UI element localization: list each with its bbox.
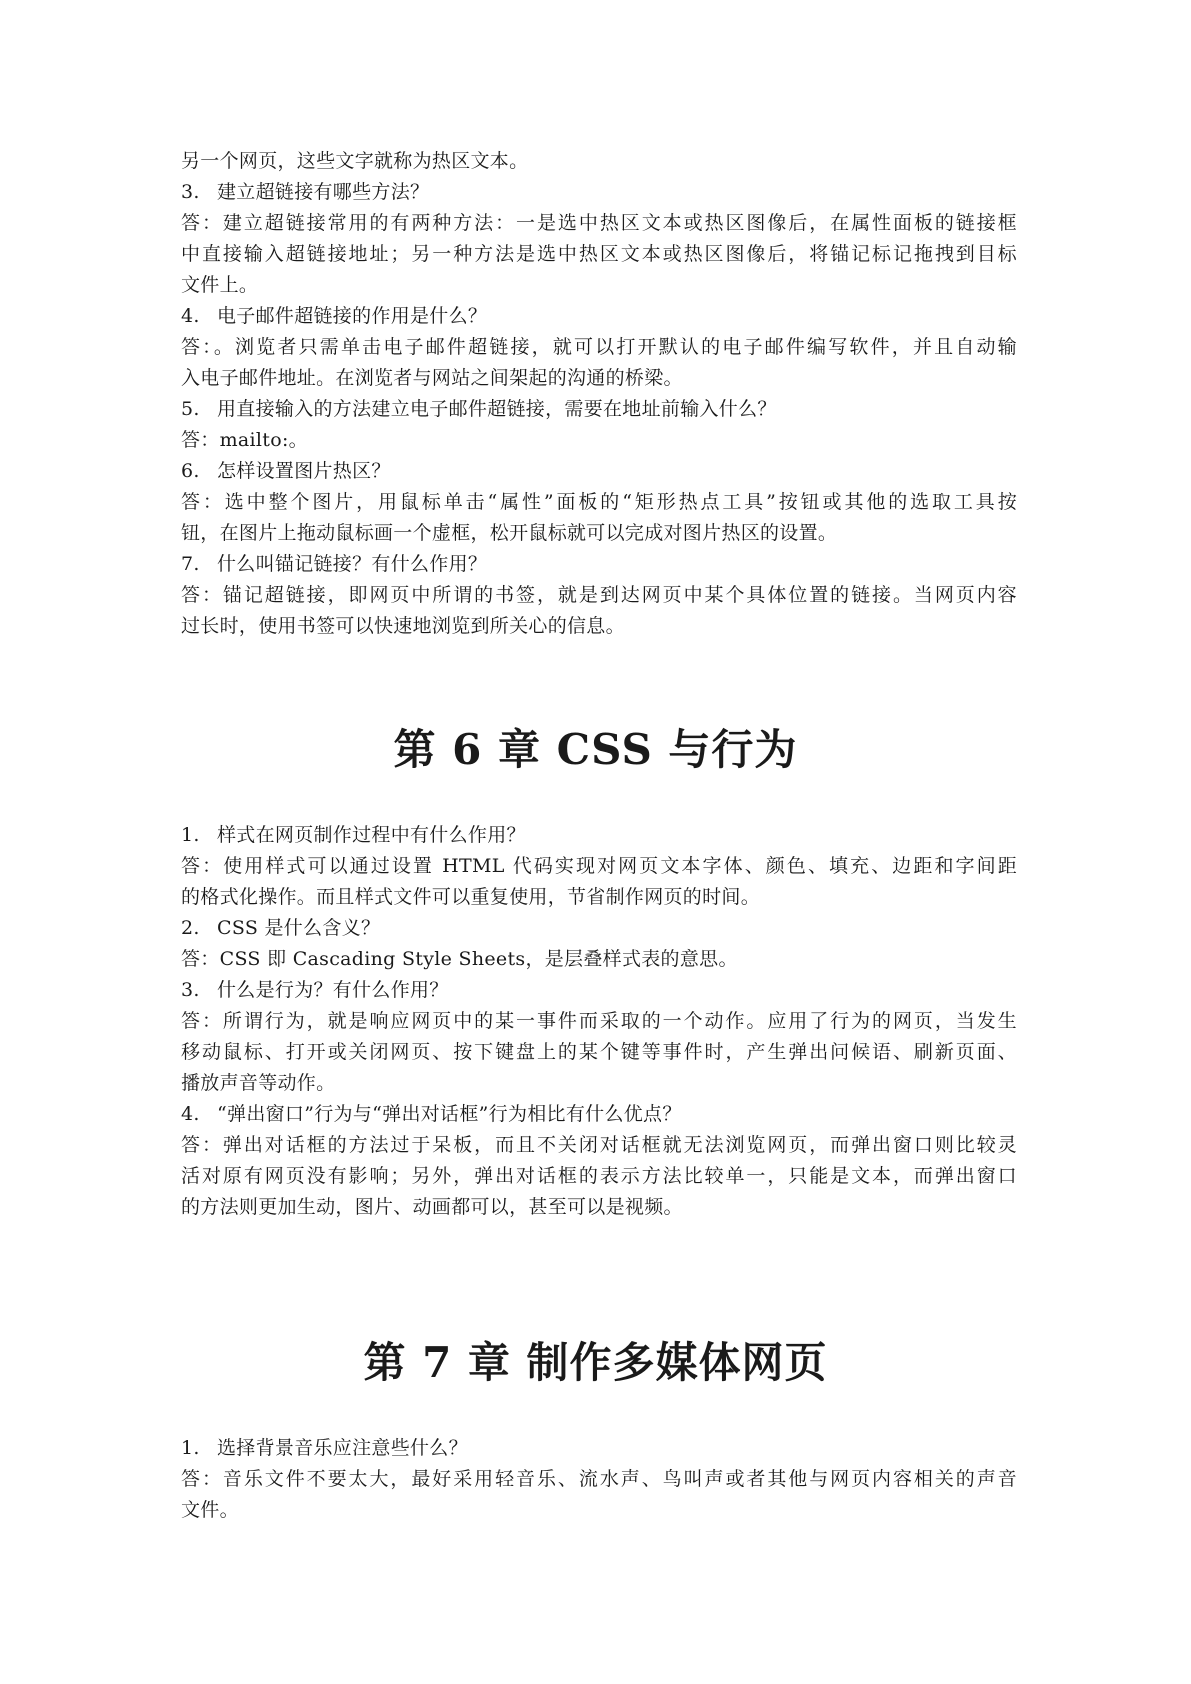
intro-line: 另一个网页，这些文字就称为热区文本。 bbox=[181, 150, 529, 172]
answer-line: 的格式化操作。而且样式文件可以重复使用，节省制作网页的时间。 bbox=[181, 886, 761, 908]
question-text: CSS 是什么含义？ bbox=[217, 917, 381, 939]
answer-line: 播放声音等动作。 bbox=[181, 1072, 336, 1094]
question-item bbox=[181, 177, 1017, 208]
question-number: 1. bbox=[181, 1437, 200, 1459]
answer-line: 答：选中整个图片，用鼠标单击“属性”面板的“矩形热点工具”按钮或其他的选取工具按 bbox=[181, 491, 1017, 513]
chapter5-qa-list bbox=[181, 177, 1017, 642]
answer-line: 答：mailto:。 bbox=[181, 429, 308, 451]
question-number: 7. bbox=[181, 553, 200, 575]
question-item bbox=[181, 549, 1017, 580]
question-item bbox=[181, 394, 1017, 425]
question-text: “弹出窗口”行为与“弹出对话框”行为相比有什么优点？ bbox=[217, 1103, 682, 1125]
answer-line: 文件上。 bbox=[181, 274, 259, 296]
chapter6-qa-list bbox=[181, 820, 1017, 1223]
answer-line: 钮，在图片上拖动鼠标画一个虚框，松开鼠标就可以完成对图片热区的设置。 bbox=[181, 522, 838, 544]
answer-line: 答：建立超链接常用的有两种方法：一是选中热区文本或热区图像后，在属性面板的链接框 bbox=[181, 212, 1017, 234]
answer-line: 答：CSS 即 Cascading Style Sheets，是层叠样式表的意思。 bbox=[181, 948, 738, 970]
question-number: 3. bbox=[181, 181, 200, 203]
question-item bbox=[181, 820, 1017, 851]
question-item bbox=[181, 1099, 1017, 1130]
answer-line: 过长时，使用书签可以快速地浏览到所关心的信息。 bbox=[181, 615, 625, 637]
answer-line: 答：锚记超链接，即网页中所谓的书签，就是到达网页中某个具体位置的链接。当网页内容 bbox=[181, 584, 1017, 606]
answer-line: 入电子邮件地址。在浏览者与网站之间架起的沟通的桥梁。 bbox=[181, 367, 683, 389]
question-text: 用直接输入的方法建立电子邮件超链接，需要在地址前输入什么？ bbox=[217, 398, 777, 420]
answer-line: 答：使用样式可以通过设置 HTML 代码实现对网页文本字体、颜色、填充、边距和字间距 bbox=[181, 855, 1017, 877]
question-number: 5. bbox=[181, 398, 200, 420]
question-number: 1. bbox=[181, 824, 200, 846]
answer-line: 答：。浏览者只需单击电子邮件超链接，就可以打开默认的电子邮件编写软件，并且自动输 bbox=[181, 336, 1017, 358]
chapter7-qa-list bbox=[181, 1433, 1017, 1526]
question-item bbox=[181, 456, 1017, 487]
answer-line: 文件。 bbox=[181, 1499, 239, 1521]
question-number: 4. bbox=[181, 1103, 200, 1125]
answer-line: 答：音乐文件不要太大，最好采用轻音乐、流水声、鸟叫声或者其他与网页内容相关的声音 bbox=[181, 1468, 1017, 1490]
question-number: 2. bbox=[181, 917, 200, 939]
question-number: 4. bbox=[181, 305, 200, 327]
answer-line: 答：弹出对话框的方法过于呆板，而且不关闭对话框就无法浏览网页，而弹出窗口则比较灵 bbox=[181, 1134, 1017, 1156]
question-number: 6. bbox=[181, 460, 200, 482]
question-text: 怎样设置图片热区？ bbox=[217, 460, 391, 482]
answer-line: 活对原有网页没有影响；另外，弹出对话框的表示方法比较单一，只能是文本，而弹出窗口 bbox=[181, 1165, 1017, 1187]
question-item bbox=[181, 1433, 1017, 1464]
intro-text bbox=[181, 146, 1017, 177]
chapter6-title: 第 6 章 CSS 与行为 bbox=[393, 725, 798, 774]
question-text: 什么叫锚记链接？有什么作用？ bbox=[217, 553, 488, 575]
chapter7-title: 第 7 章 制作多媒体网页 bbox=[363, 1338, 828, 1387]
question-number: 3. bbox=[181, 979, 200, 1001]
answer-line: 移动鼠标、打开或关闭网页、按下键盘上的某个键等事件时，产生弹出问候语、刷新页面、 bbox=[181, 1041, 1017, 1063]
answer-line: 答：所谓行为，就是响应网页中的某一事件而采取的一个动作。应用了行为的网页，当发生 bbox=[181, 1010, 1017, 1032]
question-item bbox=[181, 301, 1017, 332]
question-text: 样式在网页制作过程中有什么作用？ bbox=[217, 824, 526, 846]
question-text: 选择背景音乐应注意些什么？ bbox=[217, 1437, 468, 1459]
question-text: 建立超链接有哪些方法？ bbox=[217, 181, 430, 203]
answer-line: 的方法则更加生动，图片、动画都可以，甚至可以是视频。 bbox=[181, 1196, 683, 1218]
question-item bbox=[181, 975, 1017, 1006]
question-text: 什么是行为？有什么作用？ bbox=[217, 979, 449, 1001]
question-item bbox=[181, 913, 1017, 944]
question-text: 电子邮件超链接的作用是什么？ bbox=[217, 305, 488, 327]
answer-line: 中直接输入超链接地址；另一种方法是选中热区文本或热区图像后，将锚记标记拖拽到目标 bbox=[181, 243, 1017, 265]
